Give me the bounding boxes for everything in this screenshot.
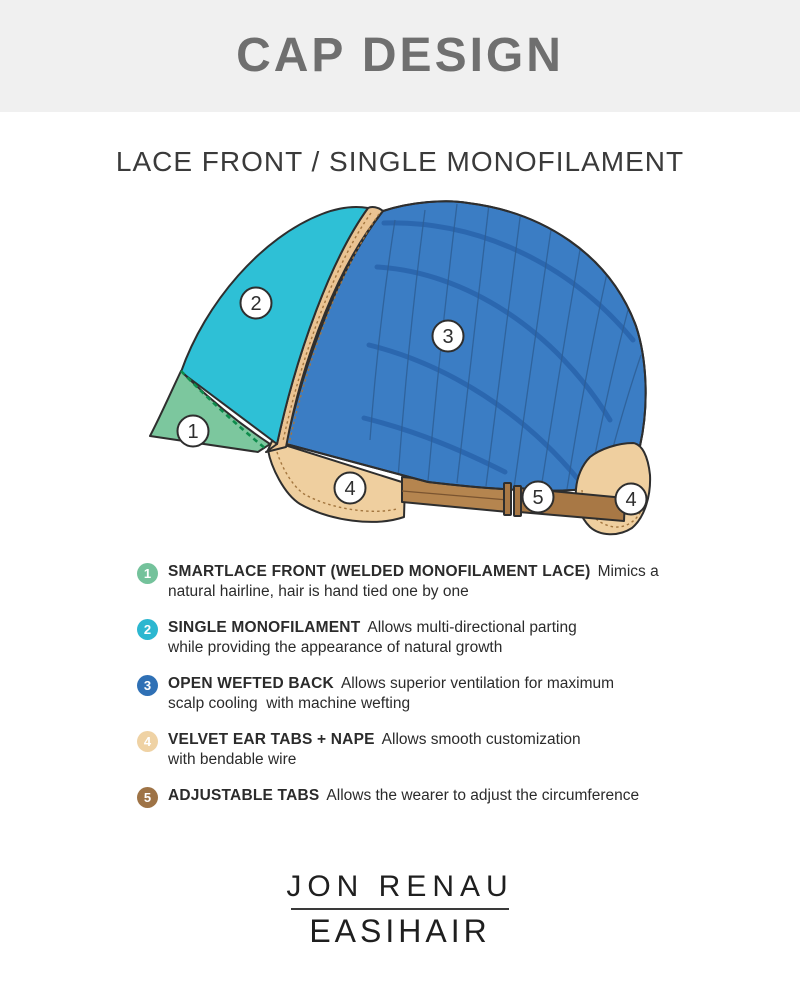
callout-number: 3	[442, 326, 454, 349]
legend-text	[168, 674, 614, 714]
brand-logo	[0, 870, 800, 950]
legend-item-3	[137, 674, 697, 714]
legend-desc: Allows smooth customization	[381, 731, 581, 748]
legend-item-4	[137, 730, 697, 770]
legend-text	[168, 786, 639, 806]
legend-badge-4	[137, 731, 158, 752]
legend-desc-line2: with bendable wire	[168, 751, 297, 768]
callout-number: 1	[187, 421, 199, 444]
callout-number: 4	[344, 478, 356, 501]
legend-desc: Allows superior ventilation for maximum	[340, 675, 615, 692]
legend-desc-line2: natural hairline, hair is hand tied one by one	[168, 583, 469, 600]
callout-number: 2	[250, 293, 262, 316]
legend-desc: Mimics a	[597, 563, 659, 580]
legend-text	[168, 730, 581, 770]
cap-legend	[137, 562, 697, 824]
legend-badge-2	[137, 619, 158, 640]
brand-name-jon-renau: JON RENAU	[286, 870, 514, 903]
legend-desc-line2: scalp cooling with machine wefting	[168, 695, 411, 712]
legend-title: SINGLE MONOFILAMENT	[168, 619, 361, 636]
legend-title: VELVET EAR TABS + NAPE	[168, 731, 375, 748]
legend-text	[168, 562, 659, 602]
badge-number: 4	[143, 734, 152, 749]
legend-text	[168, 618, 577, 658]
legend-desc: Allows the wearer to adjust the circumference	[326, 787, 640, 804]
badge-number: 2	[143, 622, 152, 637]
legend-item-5	[137, 786, 697, 808]
callout-number: 5	[532, 487, 544, 510]
legend-desc: Allows multi-directional parting	[367, 619, 577, 636]
legend-badge-5	[137, 787, 158, 808]
legend-badge-3	[137, 675, 158, 696]
brand-name-easihair: EASIHAIR	[309, 913, 491, 949]
badge-number: 5	[143, 790, 152, 805]
callout-number: 4	[625, 489, 637, 512]
badge-number: 1	[143, 566, 152, 581]
legend-item-1	[137, 562, 697, 602]
legend-desc-line2: while providing the appearance of natural growth	[168, 639, 503, 656]
legend-title: OPEN WEFTED BACK	[168, 675, 334, 692]
badge-number: 3	[143, 678, 152, 693]
brand-divider	[291, 908, 509, 910]
legend-title: SMARTLACE FRONT (WELDED MONOFILAMENT LACE)	[168, 563, 591, 580]
cap-subtitle: LACE FRONT / SINGLE MONOFILAMENT	[115, 146, 685, 177]
legend-title: ADJUSTABLE TABS	[168, 787, 320, 804]
legend-item-2	[137, 618, 697, 658]
cap-diagram	[130, 192, 710, 558]
page-title: CAP DESIGN	[236, 29, 564, 82]
page-header	[0, 0, 800, 112]
legend-badge-1	[137, 563, 158, 584]
